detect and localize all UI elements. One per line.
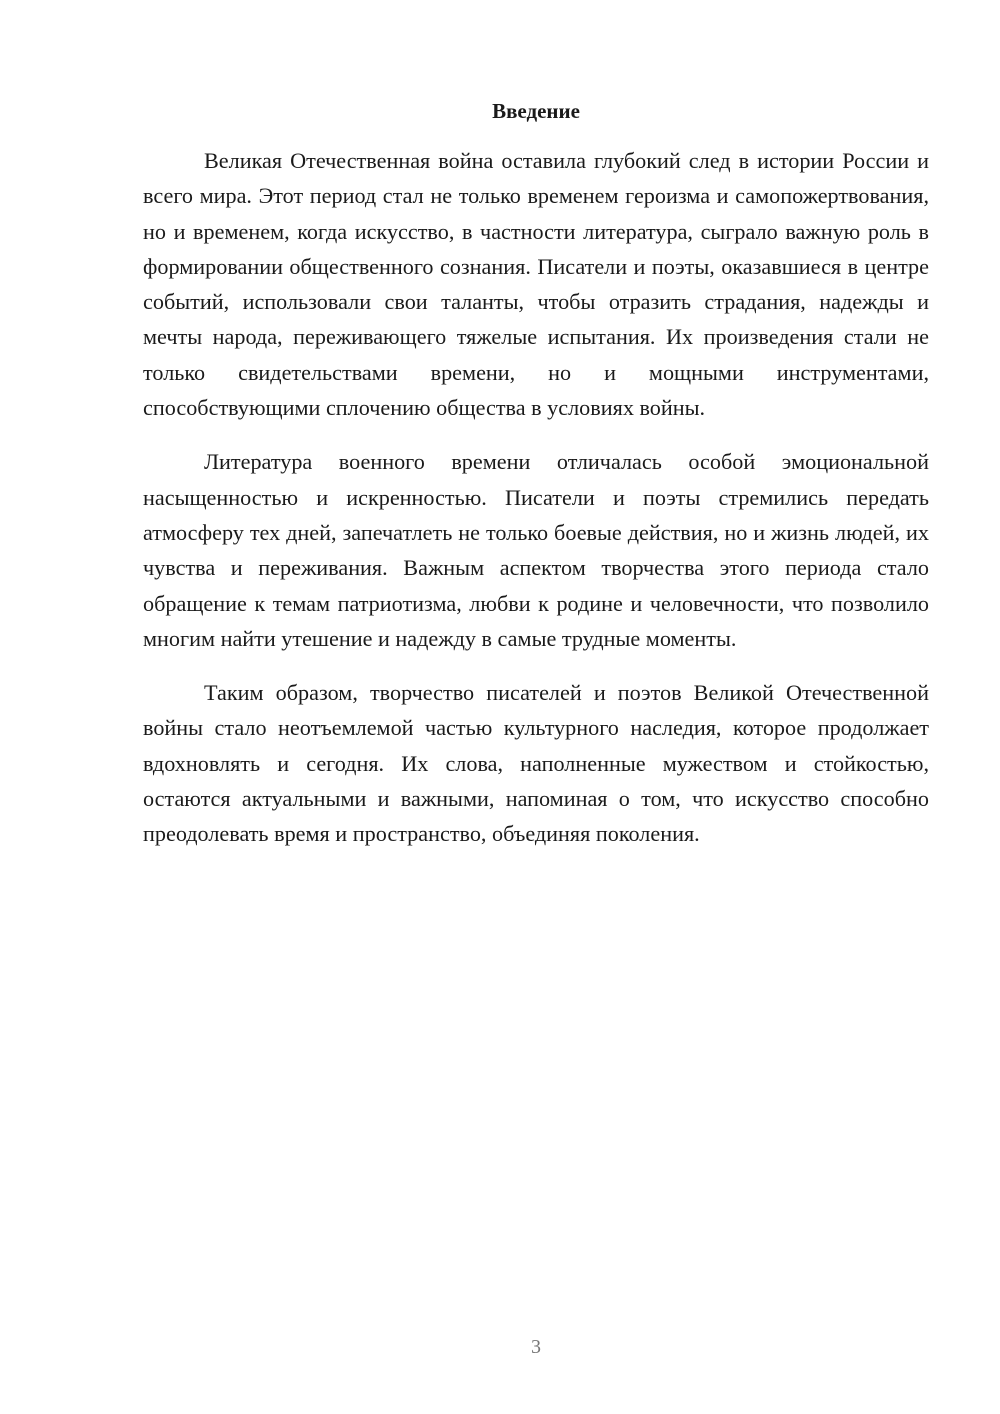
page-number: 3 — [531, 1336, 541, 1358]
page-title: Введение — [492, 99, 580, 123]
paragraph-2: Литература военного времени отличалась особой эмоциональной насыщенностью и искренностью. Писатели и поэты стремились передать атмосферу тех дней, запечатлеть не только боевые действия, но и жизнь людей, их чувства и переживания. Важным аспектом творчества этого периода стало обращение к темам патриотизма, любви к родине и человечности, что позволило многим найти утешение и надежду в самые трудные моменты. — [143, 449, 929, 651]
body-text — [143, 143, 929, 871]
paragraph-1: Великая Отечественная война оставила глубокий след в истории России и всего мира. Этот период стал не только временем героизма и самопожертвования, но и временем, когда искусство, в частности литература, сыграло важную роль в формировании общественного сознания. Писатели и поэты, оказавшиеся в центре событий, использовали свои таланты, чтобы отразить страдания, надежды и мечты народа, переживающего тяжелые испытания. Их произведения стали не только свидетельствами времени, но и мощными инструментами, способствующими сплочению общества в условиях войны. — [143, 148, 929, 421]
paragraph-3: Таким образом, творчество писателей и поэтов Великой Отечественной войны стало неотъемлемой частью культурного наследия, которое продолжает вдохновлять и сегодня. Их слова, наполненные мужеством и стойкостью, остаются актуальными и важными, напоминая о том, что искусство способно преодолевать время и пространство, объединяя поколения. — [143, 680, 929, 847]
